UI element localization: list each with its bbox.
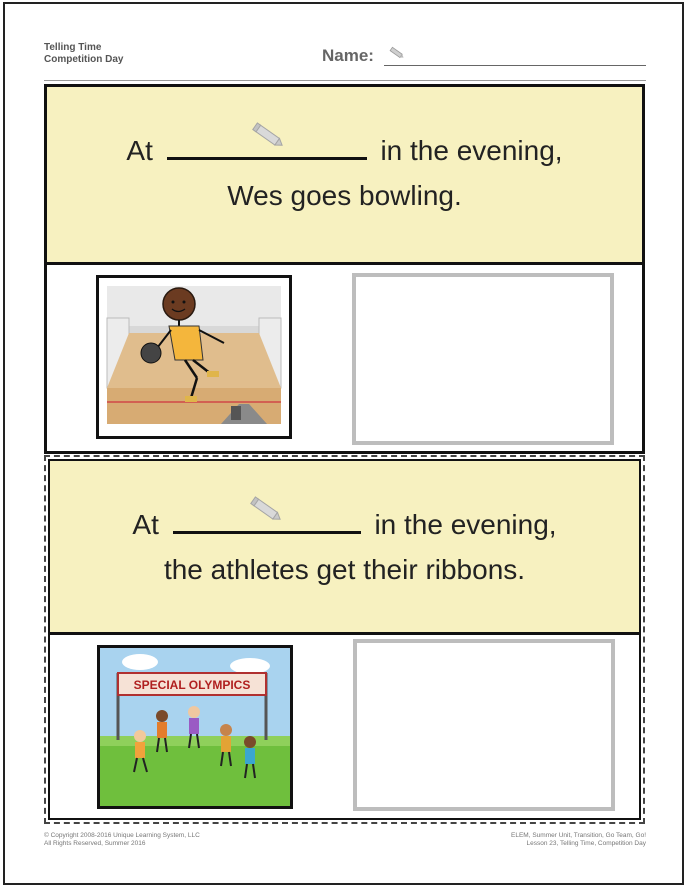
sentence-prefix: At — [126, 135, 153, 166]
pencil-icon — [388, 46, 406, 60]
name-label: Name: — [322, 46, 374, 65]
name-field[interactable] — [322, 46, 646, 68]
footer-copyright-line: © Copyright 2008-2016 Unique Learning System, LLC — [44, 832, 200, 839]
time-answer-blank[interactable] — [167, 131, 367, 160]
answer-clock-box[interactable] — [353, 639, 615, 811]
bowling-picture — [96, 275, 292, 439]
question-card-1 — [44, 84, 645, 454]
sentence-suffix: in the evening, — [374, 509, 557, 540]
time-answer-blank[interactable] — [173, 505, 361, 534]
footer-unit-line: ELEM, Summer Unit, Transition, Go Team, Go! — [511, 832, 646, 839]
worksheet-subtitle: Competition Day — [44, 54, 124, 65]
worksheet-title: Telling Time — [44, 42, 102, 53]
worksheet-header — [44, 42, 123, 66]
footer-copyright — [44, 832, 200, 848]
sentence-line-2: Wes goes bowling. — [227, 180, 462, 211]
banner-text: SPECIAL OLYMPICS — [133, 678, 251, 692]
sentence-prefix: At — [132, 509, 159, 540]
sentence-panel-1 — [47, 87, 642, 265]
pencil-icon — [249, 495, 285, 525]
pencil-icon — [251, 121, 287, 151]
sentence-line-2: the athletes get their ribbons. — [163, 554, 526, 585]
answer-clock-box[interactable] — [352, 273, 614, 445]
footer-lesson-info — [511, 832, 646, 848]
question-card-2 — [44, 455, 645, 824]
sentence-suffix: in the evening, — [380, 135, 563, 166]
footer-lesson-line: Lesson 23, Telling Time, Competition Day — [526, 840, 646, 847]
sentence-line-1 — [47, 131, 642, 167]
footer-rights-line: All Rights Reserved, Summer 2016 — [44, 840, 146, 847]
sentence-line-1 — [50, 505, 639, 541]
name-underline — [384, 65, 646, 66]
sentence-panel-2 — [50, 461, 639, 635]
special-olympics-picture — [97, 645, 293, 809]
header-divider — [44, 80, 646, 81]
bowling-scene-icon — [99, 278, 289, 436]
special-olympics-scene-icon — [100, 648, 290, 806]
